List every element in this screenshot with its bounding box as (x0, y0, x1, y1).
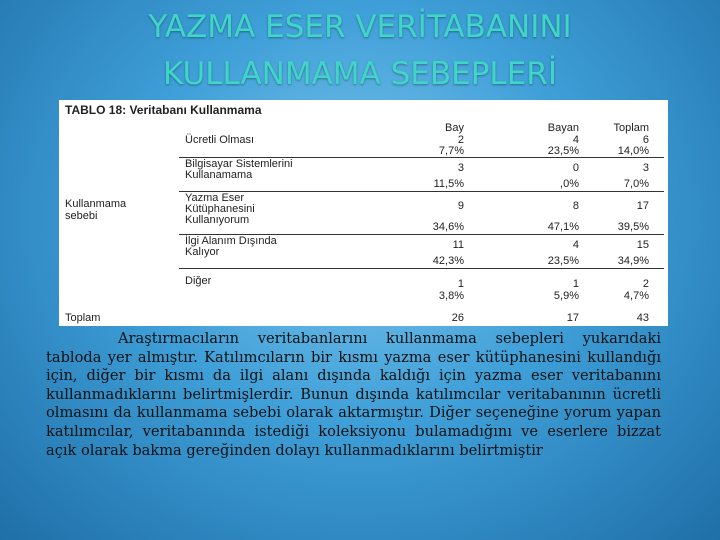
cell-count: 3 (457, 162, 464, 174)
cell-count: 2 (642, 278, 649, 290)
total-bayan: 17 (566, 312, 579, 324)
cell-pct: 11,5% (433, 178, 464, 190)
row-divider (179, 191, 664, 192)
row-label: Kullanamama (185, 169, 253, 181)
title-line-1: YAZMA ESER VERİTABANINI (148, 9, 572, 45)
cell-count: 4 (572, 134, 579, 146)
cell-pct: 23,5% (547, 145, 579, 157)
cell-count: 9 (457, 200, 464, 212)
cell-count: 2 (457, 134, 464, 146)
cell-pct: 7,7% (438, 145, 464, 157)
header-bayan: Bayan (547, 122, 579, 134)
cell-count: 11 (452, 239, 464, 251)
total-bay: 26 (451, 312, 464, 324)
cell-pct: 39,5% (617, 221, 649, 233)
cell-count: 1 (572, 278, 579, 290)
row-label: Kalıyor (185, 246, 220, 258)
group-label-line-1: Kullanmama (65, 198, 127, 210)
row-label: Ücretli Olması (185, 134, 255, 146)
cell-count: 0 (572, 162, 579, 174)
table-image (59, 100, 668, 326)
total-toplam: 43 (636, 312, 649, 324)
header-toplam: Toplam (613, 122, 649, 134)
cell-pct: 47,1% (547, 221, 579, 233)
header-bay: Bay (445, 122, 464, 134)
row-label: İlgi Alanım Dışında (185, 235, 277, 247)
cell-count: 6 (642, 134, 649, 146)
cell-pct: 34,9% (617, 255, 649, 267)
cell-count: 17 (636, 200, 649, 212)
row-label: Bilgisayar Sistemlerini (185, 158, 293, 170)
table-caption: TABLO 18: Veritabanı Kullanmama (65, 103, 262, 117)
row-label: Diğer (185, 275, 212, 287)
row-label: Yazma Eser (185, 192, 245, 204)
row-label: Kullanıyorum (185, 214, 250, 226)
title-line-2: KULLANMAMA SEBEPLERİ (163, 56, 557, 92)
cell-pct: 5,9% (553, 290, 579, 302)
cell-count: 1 (457, 278, 464, 290)
cell-pct: 34,6% (432, 221, 464, 233)
cell-pct: 7,0% (623, 178, 649, 190)
cell-pct: 23,5% (547, 255, 579, 267)
cell-count: 8 (572, 200, 579, 212)
cell-count: 3 (642, 162, 649, 174)
cell-pct: 3,8% (438, 290, 464, 302)
body-paragraph: Araştırmacıların veritabanlarını kullanmama sebepleri yukarıdaki tabloda yer almıştır. Katılımcıların bir kısmı yazma eser kütüphanesini kullandığı için, diğer bir kısmı da ilgi alanı dışında kaldığı için yazma eser veritabanını kullanmadıklarını belirtmişlerdir. Bunun dışında katılımcılar veritabanının ücretli olmasını da kullanmama sebebi olarak aktarmıştır. Diğer seçeneğine yorum yapan katılımcılar, veritabanında istediği koleksiyonu bulamadığını ve eserlere bizzat açık olarak bakma gereğinden dolayı kullanmadıklarını belirtmiştir (46, 330, 661, 459)
row-label: Kütüphanesini (185, 203, 255, 215)
cell-pct: 14,0% (617, 145, 649, 157)
cell-pct: 42,3% (432, 255, 464, 267)
row-divider (179, 268, 664, 269)
cell-pct: ,0% (560, 178, 579, 190)
total-label: Toplam (65, 312, 101, 324)
slide-title (0, 4, 720, 98)
cell-count: 4 (572, 239, 579, 251)
group-label-line-2: sebebi (65, 210, 98, 222)
cell-pct: 4,7% (623, 290, 649, 302)
cell-count: 15 (636, 239, 649, 251)
